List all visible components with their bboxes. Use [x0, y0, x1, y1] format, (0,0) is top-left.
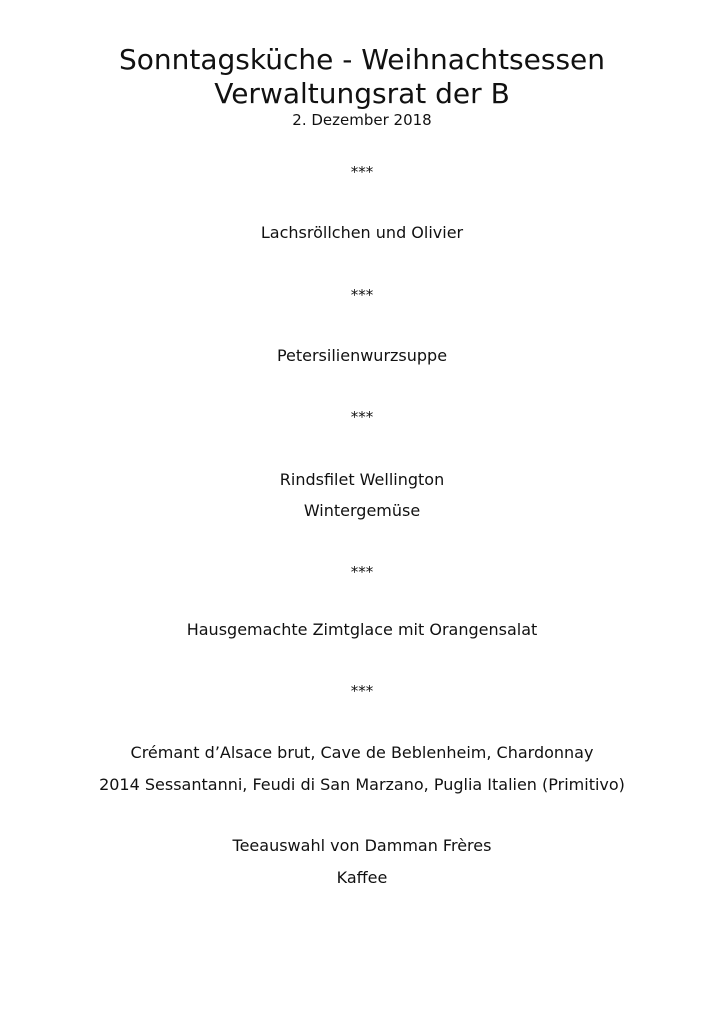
course-separator: *** [350, 408, 374, 426]
wine-item: Crémant d’Alsace brut, Cave de Beblenheim, Chardonnay [130, 743, 594, 762]
course-separator: *** [350, 563, 374, 581]
main-dish: Rindsfilet Wellington [279, 470, 445, 489]
menu-title-line-1: Sonntagsküche - Weihnachtsessen [118, 43, 606, 76]
course-separator: *** [350, 286, 374, 304]
main-side-dish: Wintergemüse [303, 501, 421, 520]
drink-item: Kaffee [336, 868, 388, 887]
soup-dish: Petersilienwurzsuppe [276, 346, 448, 365]
dessert-dish: Hausgemachte Zimtglace mit Orangensalat [186, 620, 538, 639]
course-separator: *** [350, 163, 374, 181]
menu-date: 2. Dezember 2018 [292, 111, 432, 129]
course-separator: *** [350, 682, 374, 700]
starter-dish: Lachsröllchen und Olivier [260, 223, 464, 242]
wine-item: 2014 Sessantanni, Feudi di San Marzano, Puglia Italien (Primitivo) [99, 775, 625, 794]
menu-title-line-2: Verwaltungsrat der B [214, 77, 510, 110]
drink-item: Teeauswahl von Damman Frères [232, 836, 492, 855]
